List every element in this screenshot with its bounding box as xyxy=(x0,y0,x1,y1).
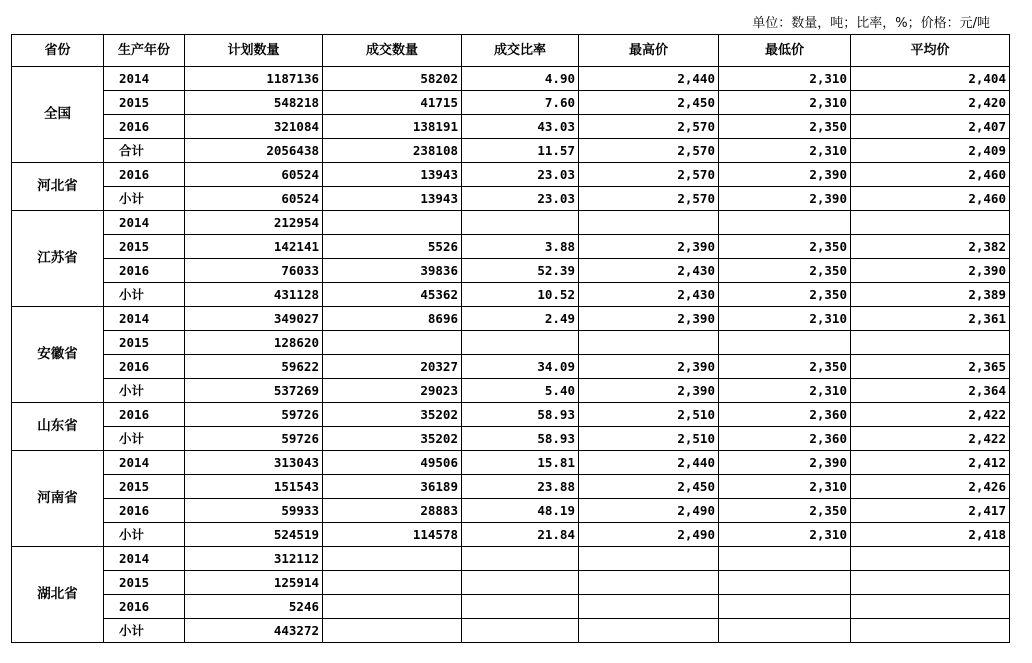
max-price-cell: 2,440 xyxy=(579,451,719,475)
min-price-cell: 2,350 xyxy=(719,283,851,307)
table-row xyxy=(12,427,1010,451)
min-price-cell: 2,390 xyxy=(719,163,851,187)
planned-cell: 1187136 xyxy=(185,67,323,91)
table-row xyxy=(12,403,1010,427)
planned-cell: 128620 xyxy=(185,331,323,355)
province-cell: 山东省 xyxy=(12,403,104,451)
table-body xyxy=(12,67,1010,643)
traded-cell: 13943 xyxy=(323,163,462,187)
col-header-planned: 计划数量 xyxy=(185,35,323,67)
planned-cell: 151543 xyxy=(185,475,323,499)
min-price-cell: 2,350 xyxy=(719,115,851,139)
min-price-cell xyxy=(719,331,851,355)
max-price-cell: 2,490 xyxy=(579,523,719,547)
year-cell: 小计 xyxy=(104,283,185,307)
min-price-cell: 2,350 xyxy=(719,355,851,379)
table-row xyxy=(12,619,1010,643)
unit-note: 单位：数量，吨；比率，%；价格：元/吨 xyxy=(752,16,990,31)
min-price-cell: 2,310 xyxy=(719,523,851,547)
min-price-cell xyxy=(719,571,851,595)
min-price-cell xyxy=(719,547,851,571)
col-header-avg-price: 平均价 xyxy=(851,35,1010,67)
province-cell: 河南省 xyxy=(12,451,104,547)
planned-cell: 312112 xyxy=(185,547,323,571)
avg-price-cell: 2,460 xyxy=(851,163,1010,187)
table-row xyxy=(12,571,1010,595)
traded-cell: 49506 xyxy=(323,451,462,475)
traded-cell: 45362 xyxy=(323,283,462,307)
year-cell: 2014 xyxy=(104,451,185,475)
ratio-cell: 3.88 xyxy=(462,235,579,259)
year-cell: 2015 xyxy=(104,571,185,595)
planned-cell: 431128 xyxy=(185,283,323,307)
avg-price-cell: 2,420 xyxy=(851,91,1010,115)
avg-price-cell: 2,412 xyxy=(851,451,1010,475)
max-price-cell: 2,430 xyxy=(579,283,719,307)
avg-price-cell: 2,418 xyxy=(851,523,1010,547)
ratio-cell: 11.57 xyxy=(462,139,579,163)
planned-cell: 443272 xyxy=(185,619,323,643)
traded-cell: 13943 xyxy=(323,187,462,211)
min-price-cell xyxy=(719,595,851,619)
province-cell: 江苏省 xyxy=(12,211,104,307)
min-price-cell: 2,360 xyxy=(719,403,851,427)
traded-cell: 36189 xyxy=(323,475,462,499)
min-price-cell: 2,350 xyxy=(719,259,851,283)
avg-price-cell: 2,361 xyxy=(851,307,1010,331)
max-price-cell: 2,430 xyxy=(579,259,719,283)
planned-cell: 321084 xyxy=(185,115,323,139)
planned-cell: 59933 xyxy=(185,499,323,523)
planned-cell: 313043 xyxy=(185,451,323,475)
table-row xyxy=(12,595,1010,619)
year-cell: 2016 xyxy=(104,403,185,427)
year-cell: 小计 xyxy=(104,187,185,211)
ratio-cell: 4.90 xyxy=(462,67,579,91)
min-price-cell: 2,390 xyxy=(719,187,851,211)
year-cell: 2016 xyxy=(104,595,185,619)
year-cell: 2015 xyxy=(104,475,185,499)
avg-price-cell xyxy=(851,619,1010,643)
year-cell: 2016 xyxy=(104,499,185,523)
year-cell: 2016 xyxy=(104,355,185,379)
traded-cell: 41715 xyxy=(323,91,462,115)
avg-price-cell: 2,426 xyxy=(851,475,1010,499)
province-cell: 河北省 xyxy=(12,163,104,211)
planned-cell: 5246 xyxy=(185,595,323,619)
table-row xyxy=(12,307,1010,331)
min-price-cell: 2,390 xyxy=(719,451,851,475)
ratio-cell xyxy=(462,547,579,571)
ratio-cell: 7.60 xyxy=(462,91,579,115)
ratio-cell: 58.93 xyxy=(462,403,579,427)
table-row xyxy=(12,67,1010,91)
max-price-cell xyxy=(579,331,719,355)
avg-price-cell xyxy=(851,571,1010,595)
col-header-year: 生产年份 xyxy=(104,35,185,67)
min-price-cell: 2,310 xyxy=(719,307,851,331)
avg-price-cell: 2,407 xyxy=(851,115,1010,139)
ratio-cell: 48.19 xyxy=(462,499,579,523)
table-row xyxy=(12,379,1010,403)
ratio-cell: 43.03 xyxy=(462,115,579,139)
traded-cell xyxy=(323,595,462,619)
planned-cell: 212954 xyxy=(185,211,323,235)
planned-cell: 349027 xyxy=(185,307,323,331)
min-price-cell: 2,310 xyxy=(719,91,851,115)
avg-price-cell xyxy=(851,211,1010,235)
table-row xyxy=(12,283,1010,307)
min-price-cell xyxy=(719,619,851,643)
ratio-cell xyxy=(462,211,579,235)
min-price-cell: 2,310 xyxy=(719,67,851,91)
avg-price-cell: 2,422 xyxy=(851,427,1010,451)
traded-cell xyxy=(323,547,462,571)
traded-cell: 114578 xyxy=(323,523,462,547)
avg-price-cell xyxy=(851,547,1010,571)
ratio-cell xyxy=(462,619,579,643)
traded-cell: 138191 xyxy=(323,115,462,139)
planned-cell: 59622 xyxy=(185,355,323,379)
planned-cell: 76033 xyxy=(185,259,323,283)
ratio-cell xyxy=(462,595,579,619)
province-cell: 安徽省 xyxy=(12,307,104,403)
traded-cell xyxy=(323,211,462,235)
year-cell: 小计 xyxy=(104,619,185,643)
max-price-cell: 2,450 xyxy=(579,475,719,499)
min-price-cell: 2,360 xyxy=(719,427,851,451)
grain-auction-table xyxy=(11,34,1010,643)
table-row xyxy=(12,235,1010,259)
traded-cell: 35202 xyxy=(323,403,462,427)
table-row xyxy=(12,259,1010,283)
col-header-province: 省份 xyxy=(12,35,104,67)
year-cell: 2015 xyxy=(104,91,185,115)
planned-cell: 59726 xyxy=(185,403,323,427)
table-row xyxy=(12,163,1010,187)
traded-cell: 58202 xyxy=(323,67,462,91)
max-price-cell: 2,390 xyxy=(579,235,719,259)
col-header-ratio: 成交比率 xyxy=(462,35,579,67)
table-row xyxy=(12,475,1010,499)
ratio-cell: 15.81 xyxy=(462,451,579,475)
max-price-cell: 2,510 xyxy=(579,403,719,427)
planned-cell: 524519 xyxy=(185,523,323,547)
year-cell: 小计 xyxy=(104,379,185,403)
avg-price-cell: 2,390 xyxy=(851,259,1010,283)
traded-cell: 35202 xyxy=(323,427,462,451)
max-price-cell xyxy=(579,595,719,619)
table-row xyxy=(12,523,1010,547)
max-price-cell: 2,570 xyxy=(579,187,719,211)
avg-price-cell xyxy=(851,595,1010,619)
avg-price-cell: 2,417 xyxy=(851,499,1010,523)
min-price-cell xyxy=(719,211,851,235)
year-cell: 2014 xyxy=(104,307,185,331)
avg-price-cell xyxy=(851,331,1010,355)
max-price-cell xyxy=(579,547,719,571)
ratio-cell: 34.09 xyxy=(462,355,579,379)
ratio-cell: 23.03 xyxy=(462,163,579,187)
traded-cell xyxy=(323,571,462,595)
max-price-cell xyxy=(579,571,719,595)
header-row xyxy=(12,35,1010,67)
table-row xyxy=(12,547,1010,571)
province-cell: 全国 xyxy=(12,67,104,163)
year-cell: 2014 xyxy=(104,211,185,235)
year-cell: 小计 xyxy=(104,427,185,451)
planned-cell: 125914 xyxy=(185,571,323,595)
col-header-traded: 成交数量 xyxy=(323,35,462,67)
ratio-cell: 58.93 xyxy=(462,427,579,451)
table-row xyxy=(12,139,1010,163)
year-cell: 小计 xyxy=(104,523,185,547)
province-cell: 湖北省 xyxy=(12,547,104,643)
table-row xyxy=(12,355,1010,379)
min-price-cell: 2,350 xyxy=(719,499,851,523)
col-header-max-price: 最高价 xyxy=(579,35,719,67)
avg-price-cell: 2,364 xyxy=(851,379,1010,403)
ratio-cell xyxy=(462,571,579,595)
year-cell: 2016 xyxy=(104,259,185,283)
max-price-cell xyxy=(579,211,719,235)
traded-cell: 28883 xyxy=(323,499,462,523)
avg-price-cell: 2,382 xyxy=(851,235,1010,259)
max-price-cell: 2,510 xyxy=(579,427,719,451)
max-price-cell: 2,390 xyxy=(579,379,719,403)
max-price-cell: 2,390 xyxy=(579,355,719,379)
traded-cell: 20327 xyxy=(323,355,462,379)
year-cell: 2015 xyxy=(104,331,185,355)
planned-cell: 59726 xyxy=(185,427,323,451)
max-price-cell: 2,440 xyxy=(579,67,719,91)
traded-cell: 8696 xyxy=(323,307,462,331)
ratio-cell: 2.49 xyxy=(462,307,579,331)
traded-cell: 5526 xyxy=(323,235,462,259)
planned-cell: 60524 xyxy=(185,187,323,211)
avg-price-cell: 2,389 xyxy=(851,283,1010,307)
max-price-cell: 2,570 xyxy=(579,163,719,187)
year-cell: 2015 xyxy=(104,235,185,259)
planned-cell: 537269 xyxy=(185,379,323,403)
year-cell: 2014 xyxy=(104,67,185,91)
table-row xyxy=(12,499,1010,523)
avg-price-cell: 2,422 xyxy=(851,403,1010,427)
year-cell: 2016 xyxy=(104,163,185,187)
ratio-cell: 21.84 xyxy=(462,523,579,547)
max-price-cell: 2,570 xyxy=(579,115,719,139)
traded-cell: 39836 xyxy=(323,259,462,283)
planned-cell: 60524 xyxy=(185,163,323,187)
max-price-cell: 2,570 xyxy=(579,139,719,163)
min-price-cell: 2,350 xyxy=(719,235,851,259)
ratio-cell: 5.40 xyxy=(462,379,579,403)
ratio-cell xyxy=(462,331,579,355)
year-cell: 合计 xyxy=(104,139,185,163)
table-row xyxy=(12,115,1010,139)
table-row xyxy=(12,331,1010,355)
year-cell: 2016 xyxy=(104,115,185,139)
max-price-cell: 2,450 xyxy=(579,91,719,115)
min-price-cell: 2,310 xyxy=(719,475,851,499)
traded-cell xyxy=(323,331,462,355)
min-price-cell: 2,310 xyxy=(719,379,851,403)
traded-cell: 29023 xyxy=(323,379,462,403)
traded-cell: 238108 xyxy=(323,139,462,163)
planned-cell: 548218 xyxy=(185,91,323,115)
max-price-cell xyxy=(579,619,719,643)
table-row xyxy=(12,451,1010,475)
avg-price-cell: 2,365 xyxy=(851,355,1010,379)
ratio-cell: 23.03 xyxy=(462,187,579,211)
table-row xyxy=(12,91,1010,115)
traded-cell xyxy=(323,619,462,643)
table-row xyxy=(12,211,1010,235)
year-cell: 2014 xyxy=(104,547,185,571)
ratio-cell: 10.52 xyxy=(462,283,579,307)
max-price-cell: 2,390 xyxy=(579,307,719,331)
ratio-cell: 52.39 xyxy=(462,259,579,283)
planned-cell: 142141 xyxy=(185,235,323,259)
avg-price-cell: 2,409 xyxy=(851,139,1010,163)
max-price-cell: 2,490 xyxy=(579,499,719,523)
avg-price-cell: 2,404 xyxy=(851,67,1010,91)
avg-price-cell: 2,460 xyxy=(851,187,1010,211)
table-row xyxy=(12,187,1010,211)
col-header-min-price: 最低价 xyxy=(719,35,851,67)
planned-cell: 2056438 xyxy=(185,139,323,163)
min-price-cell: 2,310 xyxy=(719,139,851,163)
ratio-cell: 23.88 xyxy=(462,475,579,499)
